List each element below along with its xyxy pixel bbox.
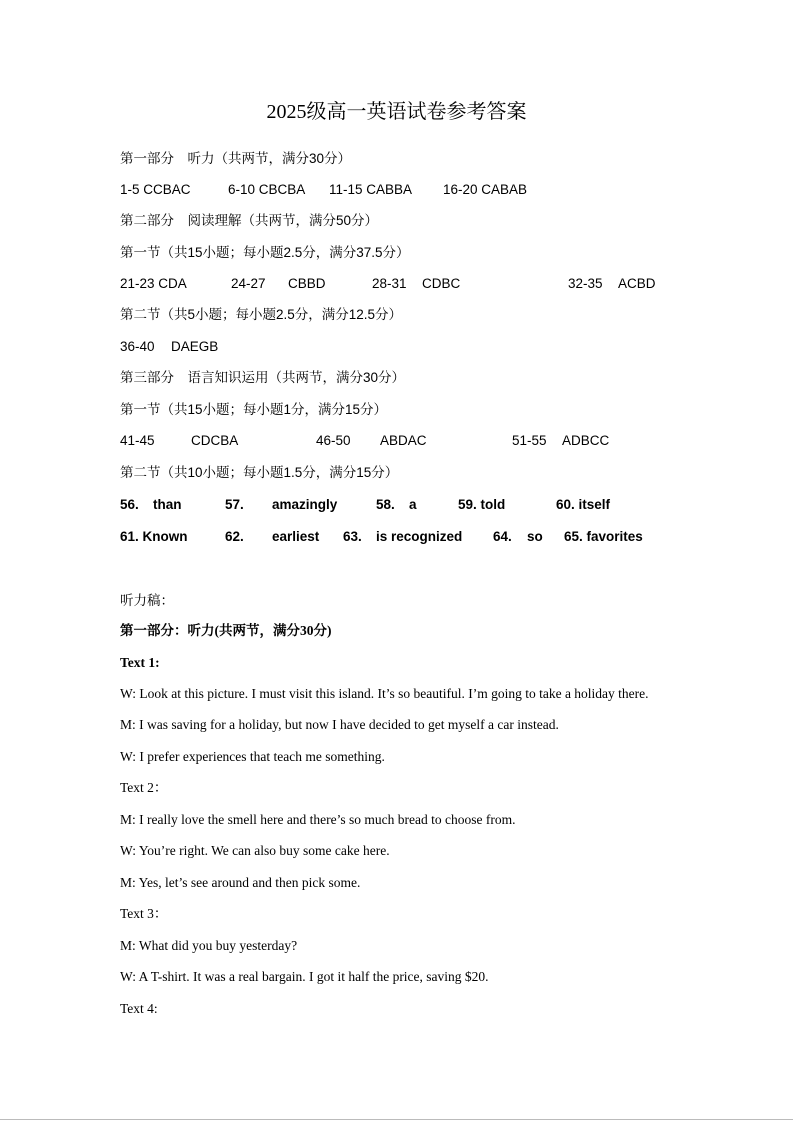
answer-group: 16-20 CABAB — [443, 182, 528, 197]
blank-answer: amazingly — [272, 497, 338, 512]
blank-number: 58. — [376, 497, 395, 512]
answer-key: ACBD — [618, 276, 656, 291]
part3-section2-answer-row — [120, 496, 720, 514]
transcript-text-label: Text 1: — [120, 655, 160, 670]
blank-number: 64. — [493, 529, 512, 544]
transcript-line: W: A T-shirt. It was a real bargain. I got it half the price, saving $20. — [120, 969, 489, 984]
blank-answer: 59. told — [458, 497, 506, 512]
blank-answer: earliest — [272, 529, 320, 544]
part1-answer-row — [120, 181, 720, 199]
page-title: 2025级高一英语试卷参考答案 — [266, 101, 527, 123]
answer-range: 24-27 — [231, 276, 266, 291]
blank-answer: than — [153, 497, 182, 512]
answer-range: 28-31 — [372, 276, 407, 291]
answer-range: 32-35 — [568, 276, 603, 291]
transcript-text-label: Text 4: — [120, 1001, 158, 1016]
part3-section2-answer-row — [120, 528, 720, 546]
answer-group: 6-10 CBCBA — [228, 182, 306, 197]
part3-heading: 第三部分 语言知识运用（共两节，满分30分） — [120, 370, 406, 385]
part2-section1-answer-row — [120, 275, 720, 293]
answer-group: 11-15 CABBA — [329, 182, 413, 197]
answer-key: ABDAC — [380, 433, 427, 448]
transcript-line: W: Look at this picture. I must visit this island. It’s so beautiful. I’m going to take a holiday there. — [120, 686, 649, 701]
answer-range: 41-45 — [120, 433, 155, 448]
transcript-text-label: Text 3： — [120, 906, 168, 921]
part2-section1-heading: 第一节（共15小题；每小题2.5分，满分37.5分） — [120, 245, 410, 260]
blank-answer: 61. Known — [120, 529, 188, 544]
part2-section2-heading: 第二节（共5小题；每小题2.5分，满分12.5分） — [120, 307, 403, 322]
blank-answer: 60. itself — [556, 497, 611, 512]
transcript-line: M: I really love the smell here and there’s so much bread to choose from. — [120, 812, 516, 827]
transcript-part-heading: 第一部分：听力(共两节，满分30分) — [120, 623, 332, 638]
blank-answer: a — [409, 497, 417, 512]
answer-key: DAEGB — [171, 339, 219, 354]
answer-range: 51-55 — [512, 433, 547, 448]
answer-key: CDCBA — [191, 433, 239, 448]
transcript-line: M: Yes, let’s see around and then pick some. — [120, 875, 361, 890]
blank-number: 57. — [225, 497, 244, 512]
transcript-line: M: I was saving for a holiday, but now I have decided to get myself a car instead. — [120, 717, 559, 732]
transcript-heading: 听力稿： — [120, 593, 174, 608]
blank-number: 63. — [343, 529, 362, 544]
blank-answer: so — [527, 529, 543, 544]
page-bottom-rule — [0, 1119, 793, 1120]
answer-key: CDBC — [422, 276, 461, 291]
part3-section2-heading: 第二节（共10小题；每小题1.5分，满分15分） — [120, 465, 399, 480]
transcript-line: M: What did you buy yesterday? — [120, 938, 298, 953]
part2-section2-answer-row — [120, 338, 720, 356]
blank-answer: 65. favorites — [564, 529, 643, 544]
blank-answer: is recognized — [376, 529, 463, 544]
blank-number: 56. — [120, 497, 139, 512]
part3-section1-answer-row — [120, 432, 720, 450]
answer-key: CBBD — [288, 276, 326, 291]
answer-range: 46-50 — [316, 433, 351, 448]
part3-section1-heading: 第一节（共15小题；每小题1分，满分15分） — [120, 402, 388, 417]
part2-heading: 第二部分 阅读理解（共两节，满分50分） — [120, 213, 379, 228]
transcript-line: W: I prefer experiences that teach me something. — [120, 749, 385, 764]
answer-range: 21-23 CDA — [120, 276, 187, 291]
answer-range: 36-40 — [120, 339, 155, 354]
part1-heading: 第一部分 听力（共两节，满分30分） — [120, 151, 352, 166]
blank-number: 62. — [225, 529, 244, 544]
transcript-line: W: You’re right. We can also buy some cake here. — [120, 843, 390, 858]
transcript-text-label: Text 2： — [120, 780, 168, 795]
answer-group: 1-5 CCBAC — [120, 182, 191, 197]
answer-key: ADBCC — [562, 433, 610, 448]
